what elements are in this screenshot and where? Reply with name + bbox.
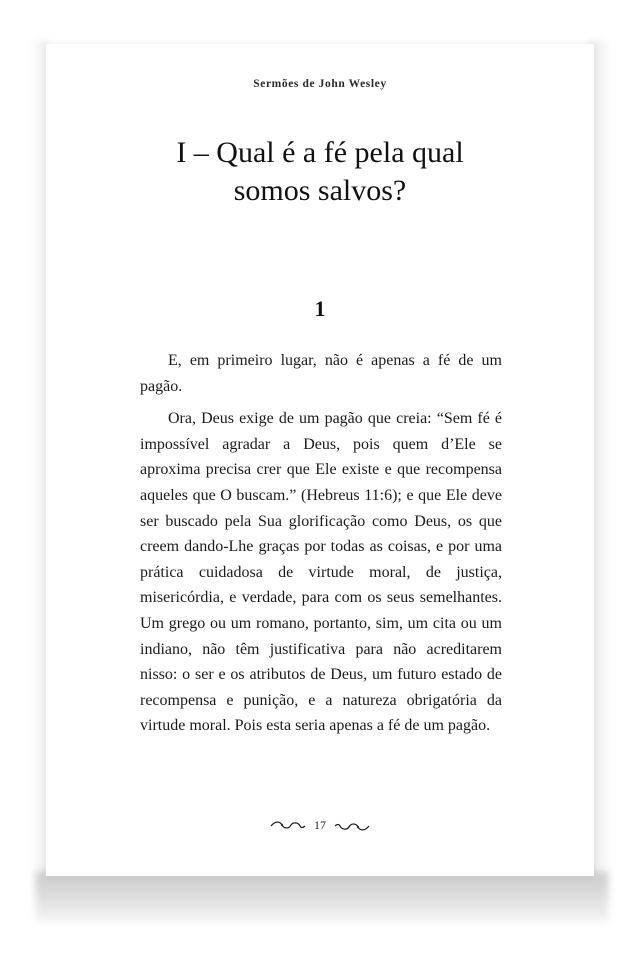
chapter-title [46,134,594,210]
paragraph-1: E, em primeiro lugar, não é apenas a fé de um pagão. [140,352,502,395]
book-page [46,44,594,876]
section-number: 1 [314,296,326,321]
running-head: Sermões de John Wesley [253,78,387,90]
chapter-title-line-2: somos salvos? [233,174,407,207]
swash-ornament-right-icon [334,820,370,832]
paragraph-2: Ora, Deus exige de um pagão que creia: “Sem fé é impossível agradar a Deus, pois quem d’Ele se aproxima precisa crer que Ele existe e que recompensa aqueles que O buscam.” (Hebreus 11:6); e que Ele deve ser buscado pela Sua glorificação como Deus, os que creem dando-Lhe graças por todas as coisas, e por uma prática cuidadosa de virtude moral, de justiça, misericórdia, e verdade, para com os seus semelhantes. Um grego ou um romano, portanto, sim, um cita ou um indiano, não têm justificativa para não acreditarem nisso: o ser e os atributos de Deus, um futuro estado de recompensa e punição, e a natureza obrigatória da virtude moral. Pois esta seria apenas a fé de um pagão. [140,410,502,735]
swash-ornament-left-icon [270,820,306,832]
folio [46,818,594,833]
body-text [140,348,502,739]
page-shadow-bottom [36,872,608,922]
chapter-title-line-1: I – Qual é a fé pela qual [176,136,464,169]
page-number: 17 [314,818,326,832]
